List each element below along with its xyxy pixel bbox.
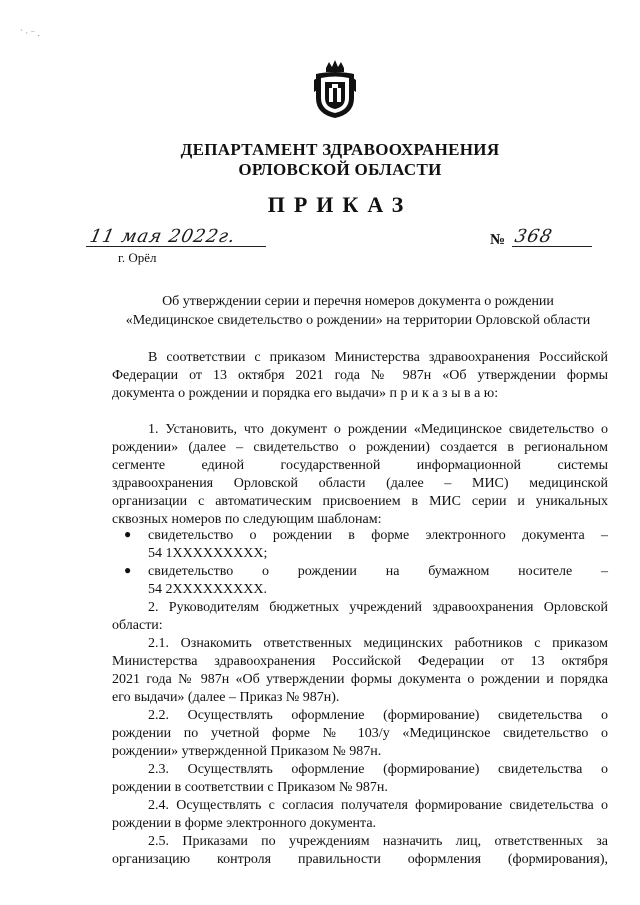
- number-sign: №: [490, 232, 506, 248]
- item1-line: организации с автоматическим присвоением в МИС серии и уникальных: [112, 494, 608, 509]
- city-label: г. Орёл: [118, 250, 157, 265]
- preamble-line: документа о рождении и порядка его выдачи» п р и к а з ы в а ю:: [112, 386, 499, 401]
- department-name-line1: ДЕПАРТАМЕНТ ЗДРАВООХРАНЕНИЯ: [180, 140, 500, 159]
- item2-4-line: рождении в форме электронного документа.: [112, 816, 377, 831]
- handwritten-number: 368: [512, 226, 555, 247]
- item2-5-line: организацию контроля правильности оформления (формирования),: [112, 852, 608, 867]
- department-name-line2: ОРЛОВСКОЙ ОБЛАСТИ: [238, 160, 442, 179]
- item2-4-line: 2.4. Осуществлять с согласия получателя формирование свидетельства о: [148, 798, 608, 813]
- bullet-item-line: 54 1ХХХХХХХХХ;: [148, 546, 268, 561]
- item2-2-line: рождении по учетной форме № 103/у «Медицинское свидетельство о: [112, 726, 608, 741]
- item1-line: рождении» (далее – свидетельство о рождении) создается в региональном: [112, 440, 608, 455]
- coat-of-arms-icon: [312, 58, 358, 120]
- item2-3-line: 2.3. Осуществлять оформление (формирование) свидетельства о: [148, 762, 608, 777]
- item1-line: здравоохранения Орловской области (далее – МИС) медицинской: [112, 476, 608, 491]
- item1-line: сквозных номеров по следующим шаблонам:: [112, 512, 382, 527]
- bullet-item-line: свидетельство о рождении на бумажном носителе –: [148, 564, 608, 579]
- bullet-dot-icon: ●: [124, 527, 132, 541]
- bullet-dot-icon: ●: [124, 563, 132, 577]
- document-type-title: ПРИКАЗ: [267, 192, 413, 217]
- item2-1-line: 2.1. Ознакомить ответственных медицинских работников с приказом: [148, 636, 608, 651]
- item2-3-line: рождении в соответствии с Приказом № 987н.: [112, 780, 388, 795]
- item1-line: сегменте единой государственной информационной системы: [112, 458, 608, 473]
- subject-line-2: «Медицинское свидетельство о рождении» на территории Орловской области: [125, 313, 591, 328]
- item2-line: области:: [112, 618, 163, 633]
- item2-5-line: 2.5. Приказами по учреждениям назначить лиц, ответственных за: [148, 834, 608, 849]
- item2-1-line: 2021 года № 987н «Об утверждении формы документа о рождении и порядка: [112, 672, 608, 687]
- item2-2-line: 2.2. Осуществлять оформление (формирование) свидетельства о: [148, 708, 608, 723]
- bullet-item-line: свидетельство о рождении в форме электронного документа –: [148, 528, 608, 543]
- preamble-line: Федерации от 13 октября 2021 года № 987н «Об утверждении формы: [112, 368, 608, 383]
- bullet-item-line: 54 2ХХХХХХХХХ.: [148, 582, 267, 597]
- item1-line: 1. Установить, что документ о рождении «Медицинское свидетельство о: [148, 422, 608, 437]
- scan-mark: ` · ⁻ .: [20, 28, 40, 38]
- number-underline: [512, 246, 592, 247]
- date-underline: [86, 246, 266, 247]
- subject-line-1: Об утверждении серии и перечня номеров документа о рождении: [162, 294, 554, 309]
- item2-line: 2. Руководителям бюджетных учреждений здравоохранения Орловской: [148, 600, 608, 615]
- item2-1-line: его выдачи» (далее – Приказ № 987н).: [112, 690, 340, 705]
- item2-1-line: Министерства здравоохранения Российской Федерации от 13 октября: [112, 654, 608, 669]
- preamble-line: В соответствии с приказом Министерства здравоохранения Российской: [148, 350, 608, 365]
- item2-2-line: рождении» утвержденной Приказом № 987н.: [112, 744, 382, 759]
- scan-mark: [148, 862, 156, 863]
- handwritten-date: 11 мая 2022г.: [87, 226, 238, 247]
